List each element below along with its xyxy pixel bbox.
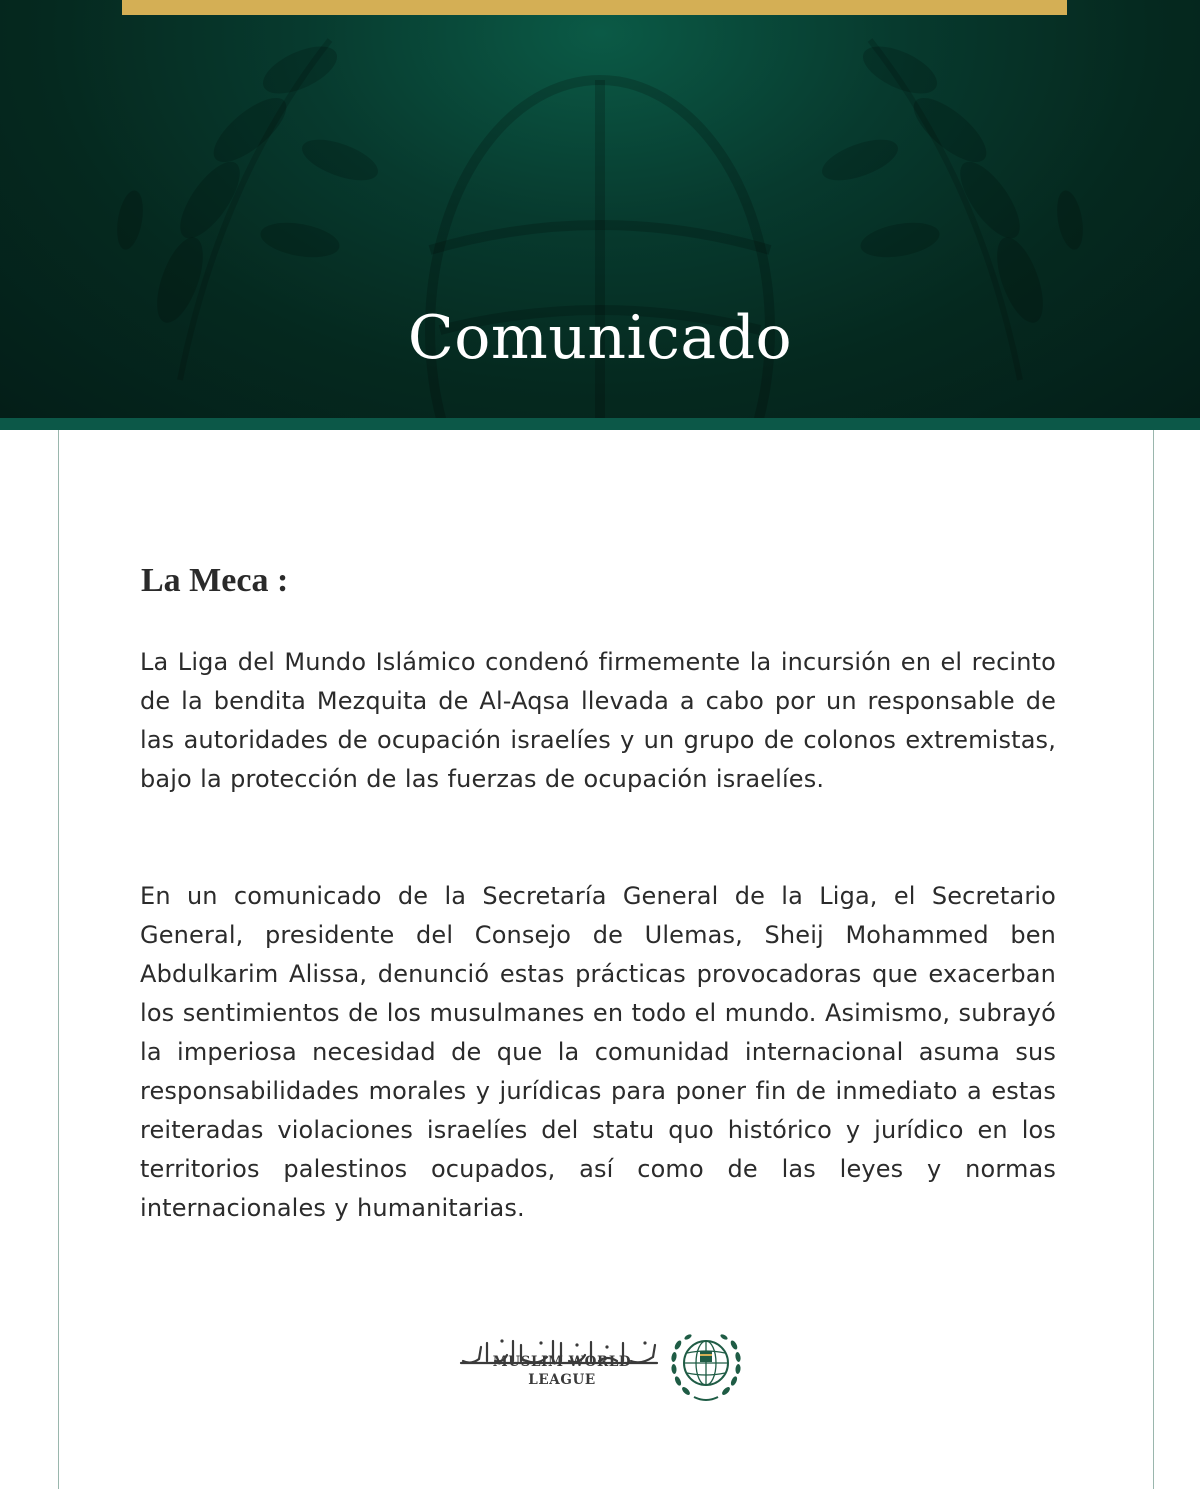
logo-wordmark: MUSLIM WORLD LEAGUE (492, 1354, 632, 1388)
header-banner (0, 0, 1200, 418)
right-border-line (1153, 430, 1154, 1489)
paragraph-1: La Liga del Mundo Islámico condenó firmemente la incursión en el recinto de la bendita Mezquita de Al-Aqsa llevada a cabo por un responsable de las autoridades de ocupación israelíes y un grupo de colonos extremistas, bajo la protección de las fuerzas de ocupación israelíes. (140, 648, 1056, 793)
page-title: Comunicado (407, 303, 793, 373)
muslim-world-league-logo (455, 1325, 745, 1410)
gold-top-bar (122, 0, 1067, 15)
left-border-line (58, 430, 59, 1489)
globe-wreath-emblem-icon (668, 1325, 744, 1405)
paragraph-2: En un comunicado de la Secretaría General de la Liga, el Secretario General, presidente del Consejo de Ulemas, Sheij Mohammed ben Abdulkarim Alissa, denunció estas prácticas provocadoras que exacerban los sentimientos de los musulmanes en todo el mundo. Asimismo, subrayó la imperiosa necesidad de que la comunidad internacional asuma sus responsabilidades morales y jurídicas para poner fin de inmediato a estas reiteradas violaciones israelíes del statu quo histórico y jurídico en los territorios palestinos ocupados, así como de las leyes y normas internacionales y humanitarias. (140, 882, 1056, 1222)
dateline-location: La Meca : (141, 562, 289, 599)
header-divider (0, 418, 1200, 430)
